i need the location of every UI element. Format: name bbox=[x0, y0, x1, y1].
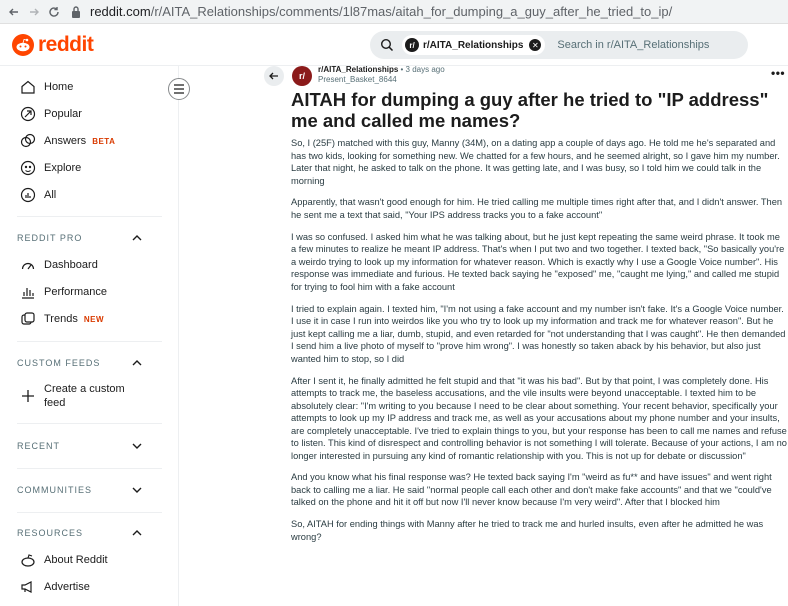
plus-icon bbox=[20, 388, 36, 404]
snoo-icon bbox=[12, 34, 34, 56]
section-recent-header[interactable] bbox=[17, 441, 142, 451]
all-icon bbox=[20, 187, 36, 203]
sidebar-item-explore[interactable] bbox=[20, 160, 81, 176]
post-body bbox=[291, 137, 787, 553]
create-custom-feed-button[interactable] bbox=[20, 382, 125, 410]
section-title: RECENT bbox=[17, 441, 61, 451]
sidebar-divider bbox=[17, 423, 162, 424]
search-placeholder[interactable]: Search in r/AITA_Relationships bbox=[557, 39, 710, 51]
beta-badge: BETA bbox=[92, 136, 116, 146]
answers-icon bbox=[20, 133, 36, 149]
url-domain: reddit.com bbox=[90, 4, 151, 19]
sidebar-item-trends[interactable] bbox=[20, 311, 104, 327]
forward-arrow-icon[interactable] bbox=[24, 2, 44, 22]
sidebar-item-label: About Reddit bbox=[44, 554, 108, 566]
sidebar-item-label: Explore bbox=[44, 162, 82, 174]
section-title: RESOURCES bbox=[17, 528, 84, 538]
post-meta bbox=[318, 65, 445, 74]
search-icon bbox=[380, 38, 394, 52]
post-paragraph: I was so confused. I asked him what he was talking about, but he just kept repeating the same weird phrase. It took me a few minutes to realize he meant IP address. That's when I put two and two together. I texted back, "So basically you're a weirdo trying to look up my information for whatever reason. Which is exactly why I use a Google Voice number". His response was immediate and furious. He texted back saying he "exposed" me, "caught me lying," and called me stupid for trying to fool him with a fake account bbox=[291, 231, 785, 292]
search-bar[interactable] bbox=[370, 31, 748, 59]
subreddit-avatar[interactable]: r/ bbox=[292, 66, 312, 86]
site-header bbox=[0, 24, 788, 66]
create-feed-label-line1: Create a custom bbox=[44, 383, 125, 395]
sidebar-item-about-reddit[interactable] bbox=[20, 552, 108, 568]
performance-icon bbox=[20, 284, 36, 300]
collapse-sidebar-button[interactable] bbox=[168, 78, 190, 100]
reddit-logo[interactable] bbox=[12, 33, 93, 57]
chevron-up-icon[interactable] bbox=[132, 233, 142, 243]
sidebar-item-dashboard[interactable] bbox=[20, 257, 98, 273]
post-time: • 3 days ago bbox=[398, 65, 445, 74]
left-sidebar bbox=[0, 66, 179, 606]
create-feed-label-line2: feed bbox=[44, 397, 66, 409]
chip-label: r/AITA_Relationships bbox=[423, 39, 524, 51]
sidebar-divider bbox=[17, 341, 162, 342]
explore-icon bbox=[20, 160, 36, 176]
popular-icon bbox=[20, 106, 36, 122]
post-paragraph: After I sent it, he finally admitted he felt stupid and that "it was his bad". But by that point, I was completely done. His attempts to track me, the baseless accusations, and the vile insults were beyond unacceptable. I texted him to be absolutely clear: "I'm writing to you because I need to be clear about something. Your recent behavior, specifically your attempts to look up my IP address and track me, as well as your accusations about my phone number and your insults, are completely unacceptable. I've tried to explain things to you, but your response has been to call me names and refuse to listen. This kind of disrespect and controlling behavior is not something I will tolerate. Because of your actions, I am no longer interested in pursuing any kind of romantic relationship with you. This is not up for debate or discussion" bbox=[291, 375, 787, 461]
close-icon[interactable]: ✕ bbox=[529, 39, 541, 51]
chevron-up-icon[interactable] bbox=[132, 528, 142, 538]
sidebar-divider bbox=[17, 216, 162, 217]
reload-icon[interactable] bbox=[44, 2, 64, 22]
sidebar-item-popular[interactable] bbox=[20, 106, 82, 122]
logo-text: reddit bbox=[38, 32, 94, 56]
sidebar-item-answers[interactable] bbox=[20, 133, 115, 149]
advertise-icon bbox=[20, 579, 36, 595]
section-reddit-pro-header[interactable] bbox=[17, 233, 142, 243]
post-paragraph: So, AITAH for ending things with Manny after he tried to track me and hurled insults, even after he admitted he was wrong? bbox=[291, 519, 764, 542]
trends-icon bbox=[20, 311, 36, 327]
section-custom-feeds-header[interactable] bbox=[17, 358, 142, 368]
section-resources-header[interactable] bbox=[17, 528, 142, 538]
chevron-down-icon[interactable] bbox=[132, 441, 142, 451]
section-title: REDDIT PRO bbox=[17, 233, 83, 243]
home-icon bbox=[20, 79, 36, 95]
sidebar-item-label: Home bbox=[44, 81, 74, 93]
chevron-up-icon[interactable] bbox=[132, 358, 142, 368]
sidebar-item-label: Trends bbox=[44, 313, 78, 325]
sidebar-item-label: Performance bbox=[44, 286, 107, 298]
post-paragraph: Apparently, that wasn't good enough for him. He tried calling me multiple times right after that, and I didn't answer. Then he sent me a text that said, "Your IPS address tracks you to a fake account" bbox=[291, 197, 783, 220]
section-title: CUSTOM FEEDS bbox=[17, 358, 101, 368]
post-paragraph: And you know what his final response was? He texted back saying I'm "weird as fu** and have issues" and went right back to calling me a liar. He said "normal people call each other and don't make fake accounts" and that we "could've talked on the phone and hit it off but now I'll never know because I'm very weird". After that I blocked him bbox=[291, 472, 772, 508]
lock-icon bbox=[70, 5, 84, 19]
sidebar-item-performance[interactable] bbox=[20, 284, 107, 300]
new-badge: NEW bbox=[83, 314, 104, 324]
section-title: COMMUNITIES bbox=[17, 485, 92, 495]
sidebar-item-advertise[interactable] bbox=[20, 579, 90, 595]
sidebar-item-label: Advertise bbox=[44, 581, 90, 593]
post-author[interactable]: Present_Basket_8644 bbox=[318, 75, 397, 84]
back-arrow-icon[interactable] bbox=[4, 2, 24, 22]
url-path: /r/AITA_Relationships/comments/1l87mas/aitah_for_dumping_a_guy_after_he_tried_to_ip/ bbox=[150, 4, 673, 19]
sidebar-item-label: Answers bbox=[44, 135, 87, 147]
address-bar[interactable] bbox=[70, 2, 672, 22]
section-communities-header[interactable] bbox=[17, 485, 142, 495]
subreddit-search-chip[interactable] bbox=[402, 35, 545, 55]
back-button[interactable] bbox=[264, 66, 284, 86]
sidebar-item-home[interactable] bbox=[20, 79, 73, 95]
post-paragraph: So, I (25F) matched with this guy, Manny (34M), on a dating app a couple of days ago. He told me he's separated and has two kids, looking for something new. We chatted for a few hours, and he seemed alright, so I gave him my number. Later that night, he asked to talk on the phone. It was getting late, and I was busy, so I told him we could talk in the morning bbox=[291, 138, 780, 186]
sidebar-item-label: Popular bbox=[44, 108, 82, 120]
browser-toolbar bbox=[0, 0, 788, 24]
sidebar-item-label: All bbox=[44, 189, 57, 201]
sidebar-divider bbox=[17, 468, 162, 469]
subreddit-link[interactable]: r/AITA_Relationships bbox=[318, 65, 399, 74]
post-paragraph: I tried to explain again. I texted him, "I'm not using a fake account and my number isn't fake. It's a Google Voice number. I use it in case I run into weirdos like you who try to look up my information and track me for whatever reason". But he just kept calling me a liar, dumb, stupid, and even retarded for "not understanding that I was caught". He then demanded I send him a live photo of myself to "prove him wrong". I was honestly so taken aback by his behavior, but also just wanted him to stop, so I did bbox=[291, 303, 786, 364]
chevron-down-icon[interactable] bbox=[132, 485, 142, 495]
sidebar-divider bbox=[17, 512, 162, 513]
subreddit-chip-avatar: r/ bbox=[405, 38, 419, 52]
post-title: AITAH for dumping a guy after he tried to "IP address" me and called me names? bbox=[291, 89, 769, 131]
about-icon bbox=[20, 552, 36, 568]
dashboard-icon bbox=[20, 257, 36, 273]
sidebar-item-label: Dashboard bbox=[44, 259, 98, 271]
sidebar-item-all[interactable] bbox=[20, 187, 56, 203]
more-options-icon[interactable]: ••• bbox=[771, 66, 786, 80]
